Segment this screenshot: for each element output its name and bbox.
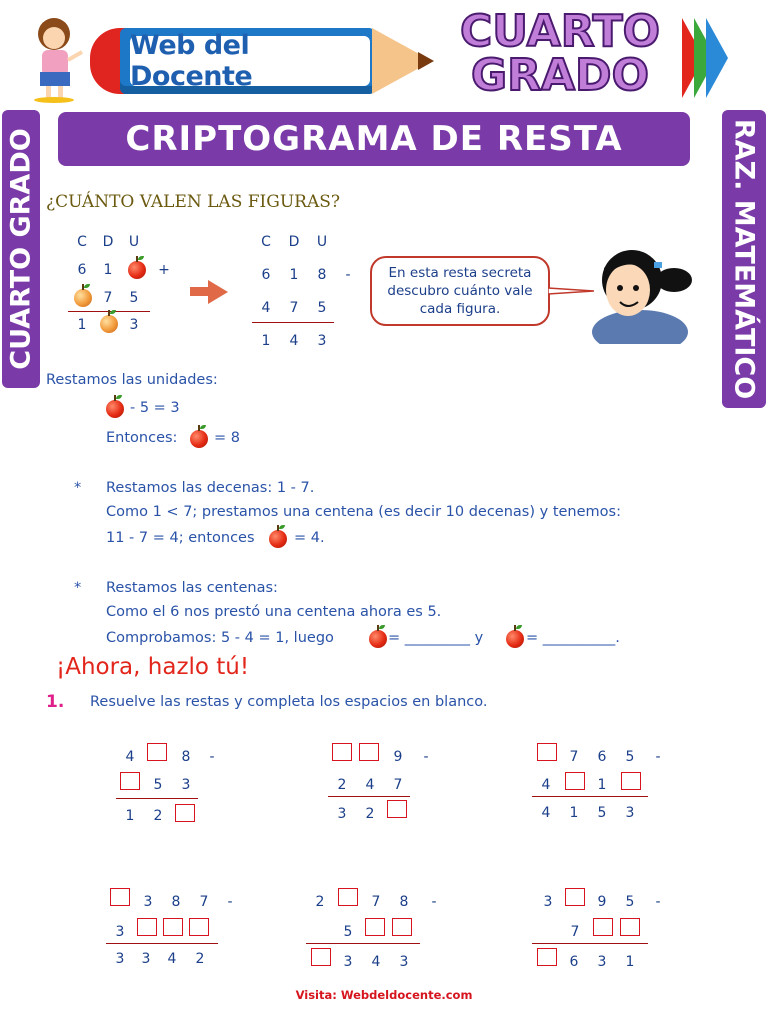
step-hundreds-borrow: Como el 6 nos prestó una centena ahora es 5. (106, 604, 442, 620)
step-units-heading: Restamos las unidades: (46, 372, 218, 388)
digit: 1 (597, 777, 607, 793)
arrow-head-icon (208, 280, 228, 304)
digit: 6 (77, 262, 87, 278)
digit: 7 (289, 300, 299, 316)
digit: 1 (261, 333, 271, 349)
digit: 9 (597, 894, 607, 910)
difference-line (116, 798, 198, 799)
bullet: * (74, 480, 82, 496)
digit: 3 (399, 954, 409, 970)
digit: 3 (115, 951, 125, 967)
difference-line (252, 322, 334, 323)
difference-line (106, 943, 218, 944)
digit: 6 (569, 954, 579, 970)
digit: 5 (317, 300, 327, 316)
digit: 3 (115, 924, 125, 940)
operator: - (227, 894, 233, 910)
digit: 9 (393, 749, 403, 765)
digit: 3 (337, 806, 347, 822)
blank-box[interactable] (537, 743, 557, 761)
arrow-right-icon (190, 287, 210, 296)
blank-box[interactable] (392, 918, 412, 936)
col-header: D (288, 234, 300, 250)
step-tens-borrow: Como 1 < 7; prestamos una centena (es decir 10 decenas) y tenemos: (106, 504, 621, 520)
operator: - (345, 267, 351, 283)
blank-box[interactable] (359, 743, 379, 761)
digit: 3 (543, 894, 553, 910)
blank-box[interactable] (175, 804, 195, 822)
apple-icon (269, 530, 287, 548)
digit: 6 (597, 749, 607, 765)
digit: 8 (171, 894, 181, 910)
digit: 3 (141, 951, 151, 967)
operator: + (158, 262, 170, 278)
blank-box[interactable] (621, 772, 641, 790)
blank-2: = __________. (526, 630, 620, 646)
digit: 8 (317, 267, 327, 283)
step-units-result: = 8 (214, 430, 240, 446)
step-check: Comprobamos: 5 - 4 = 1, luego (106, 630, 334, 646)
col-header: U (316, 234, 328, 250)
pencil-lead (418, 52, 434, 70)
apple-icon (106, 400, 124, 418)
digit: 1 (77, 317, 87, 333)
digit: 3 (343, 954, 353, 970)
digit: 5 (129, 290, 139, 306)
blank-box[interactable] (311, 948, 331, 966)
blank-box[interactable] (593, 918, 613, 936)
digit: 8 (181, 749, 191, 765)
digit: 2 (315, 894, 325, 910)
blank-box[interactable] (338, 888, 358, 906)
digit: 8 (399, 894, 409, 910)
question-heading: ¿CUÁNTO VALEN LAS FIGURAS? (46, 192, 341, 212)
digit: 1 (289, 267, 299, 283)
digit: 1 (125, 808, 135, 824)
difference-line (532, 943, 648, 944)
digit: 3 (129, 317, 139, 333)
operator: - (431, 894, 437, 910)
digit: 4 (167, 951, 177, 967)
digit: 4 (125, 749, 135, 765)
digit: 3 (597, 954, 607, 970)
digit: 1 (103, 262, 113, 278)
blank-box[interactable] (620, 918, 640, 936)
digit: 2 (337, 777, 347, 793)
digit: 1 (569, 805, 579, 821)
difference-line (328, 796, 410, 797)
digit: 5 (625, 749, 635, 765)
digit: 2 (365, 806, 375, 822)
digit: 4 (261, 300, 271, 316)
operator: - (423, 749, 429, 765)
speech-bubble: En esta resta secreta descubro cuánto vale cada figura. (370, 256, 550, 326)
blank-box[interactable] (365, 918, 385, 936)
apple-icon (506, 630, 524, 648)
digit: 4 (371, 954, 381, 970)
digit: 4 (541, 805, 551, 821)
chevron-blue-icon (706, 18, 728, 98)
digit: 7 (199, 894, 209, 910)
digit: 7 (393, 777, 403, 793)
digit: 4 (541, 777, 551, 793)
digit: 7 (570, 924, 580, 940)
operator: - (655, 749, 661, 765)
digit: 5 (343, 924, 353, 940)
teacher-illustration (20, 12, 90, 104)
digit: 2 (195, 951, 205, 967)
col-header: D (102, 234, 114, 250)
digit: 3 (625, 805, 635, 821)
footer-link[interactable]: Visita: Webdeldocente.com (295, 988, 473, 1002)
col-header: C (261, 234, 271, 250)
digit: 5 (597, 805, 607, 821)
digit: 6 (261, 267, 271, 283)
blank-box[interactable] (565, 888, 585, 906)
digit: 4 (365, 777, 375, 793)
blank-1: = _________ y (388, 630, 484, 646)
digit: 7 (569, 749, 579, 765)
col-header: U (128, 234, 140, 250)
digit: 5 (625, 894, 635, 910)
blank-box[interactable] (387, 800, 407, 818)
brand-logo: Web del Docente (130, 36, 370, 86)
page-title: CRIPTOGRAMA DE RESTA (58, 112, 690, 166)
blank-box[interactable] (163, 918, 183, 936)
exercise-instruction: Resuelve las restas y completa los espacios en blanco. (90, 694, 488, 710)
girl-illustration (584, 240, 696, 344)
apple-icon (190, 430, 208, 448)
side-banner-right: RAZ. MATEMÁTICO (722, 110, 766, 408)
step-tens-result: = 4. (294, 530, 325, 546)
exercise-number: 1. (46, 692, 65, 712)
digit: 4 (289, 333, 299, 349)
section-heading: ¡Ahora, hazlo tú! (56, 654, 250, 680)
digit: 3 (143, 894, 153, 910)
blank-box[interactable] (189, 918, 209, 936)
digit: 2 (153, 808, 163, 824)
digit: 5 (153, 777, 163, 793)
step-hundreds-heading: Restamos las centenas: (106, 580, 278, 596)
digit: 7 (103, 290, 113, 306)
blank-box[interactable] (332, 743, 352, 761)
difference-line (532, 796, 648, 797)
digit: 3 (317, 333, 327, 349)
blank-box[interactable] (565, 772, 585, 790)
blank-box[interactable] (137, 918, 157, 936)
col-header: C (77, 234, 87, 250)
bullet: * (74, 580, 82, 596)
apple-icon (128, 261, 146, 279)
blank-box[interactable] (120, 772, 140, 790)
step-units-then: Entonces: (106, 430, 178, 446)
blank-box[interactable] (537, 948, 557, 966)
orange-icon (74, 289, 92, 307)
step-units-eq: - 5 = 3 (130, 400, 180, 416)
difference-line (306, 943, 420, 944)
digit: 1 (625, 954, 635, 970)
operator: - (655, 894, 661, 910)
digit: 7 (371, 894, 381, 910)
apple-icon (369, 630, 387, 648)
blank-box[interactable] (110, 888, 130, 906)
digit: 3 (181, 777, 191, 793)
operator: - (209, 749, 215, 765)
grade-logo: CUARTO GRADO (459, 6, 661, 101)
orange-icon (100, 315, 118, 333)
blank-box[interactable] (147, 743, 167, 761)
step-tens-heading: Restamos las decenas: 1 - 7. (106, 480, 315, 496)
step-tens-eq: 11 - 7 = 4; entonces (106, 530, 255, 546)
side-banner-left: CUARTO GRADO (2, 110, 40, 388)
